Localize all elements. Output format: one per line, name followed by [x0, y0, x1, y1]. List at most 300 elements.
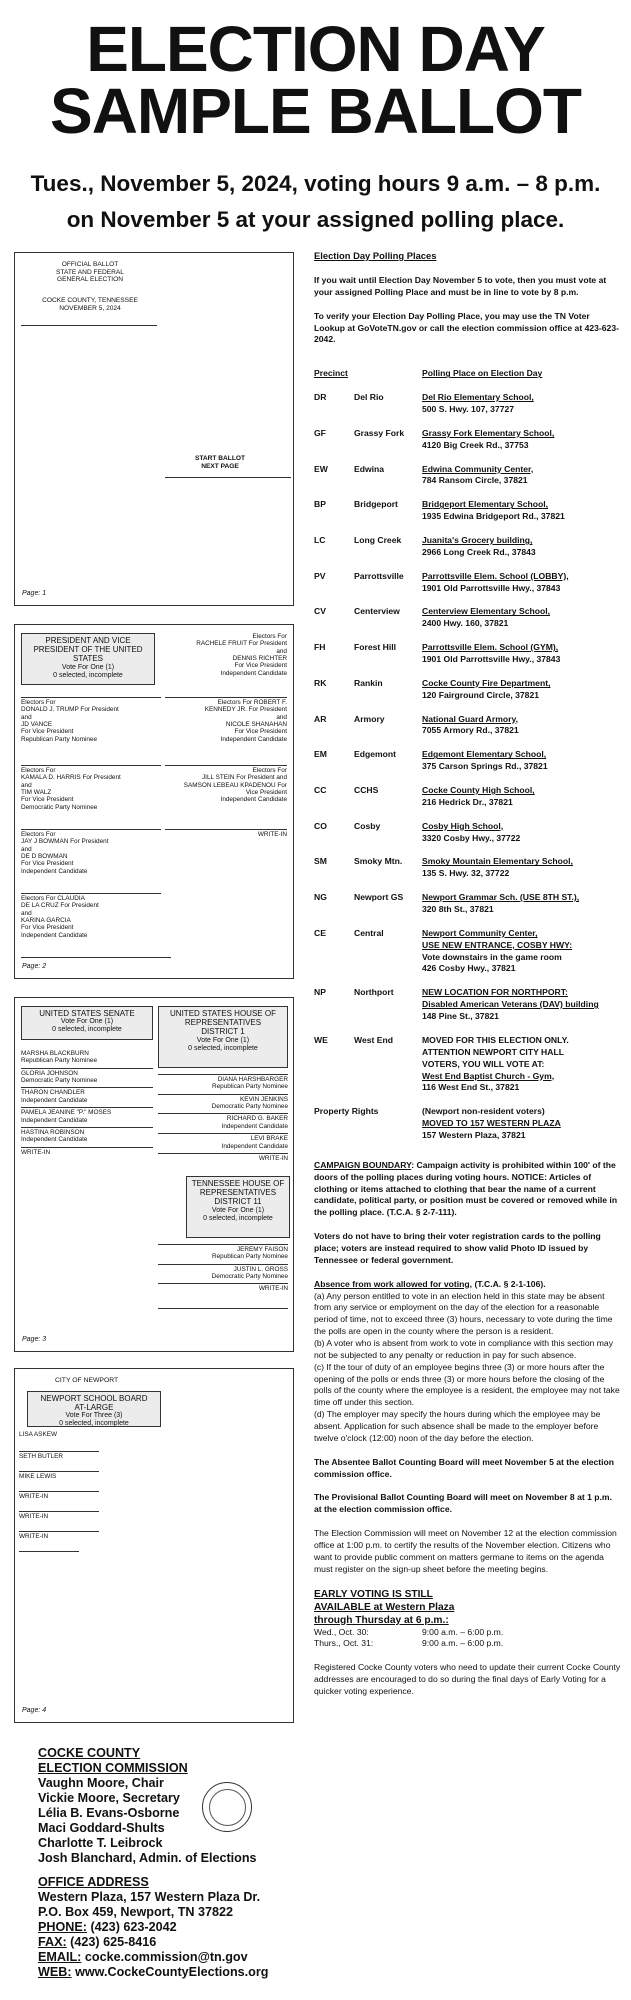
county-line: COCKE COUNTY, TENNESSEE — [42, 297, 138, 304]
senate-candidates — [21, 1050, 153, 1156]
divider — [19, 1471, 99, 1472]
divider — [21, 1107, 153, 1108]
county-seal-icon — [202, 1782, 252, 1832]
divider — [21, 1147, 153, 1148]
write-in-tn-house[interactable] — [158, 1283, 288, 1292]
cand-line: Electors For — [252, 633, 287, 640]
cand-line: SAMSON LEBEAU KPADENOU For — [183, 781, 287, 789]
place-address: 1901 Old Parrottsville Hwy., 37843 — [422, 582, 561, 593]
race-title: UNITED STATES SENATE — [39, 1009, 135, 1018]
place-address: 216 Hedrick Dr., 37821 — [422, 796, 513, 807]
cand-party: Independent Candidate — [21, 1116, 88, 1124]
divider — [165, 829, 287, 830]
cand-party: Democratic Party Nominee — [211, 1273, 288, 1281]
divider — [21, 325, 157, 326]
place-address: 7055 Armory Rd., 37821 — [422, 725, 519, 736]
fax-row — [38, 1935, 308, 1950]
precinct-row — [314, 892, 621, 916]
place-name: Juanita's Grocery building, — [422, 535, 533, 545]
vote-for: Vote For One (1) — [211, 1206, 265, 1214]
email-link[interactable]: cocke.commission@tn.gov — [81, 1950, 248, 1964]
precinct-row-pr — [314, 1106, 621, 1142]
cand-name: THARON CHANDLER — [21, 1089, 85, 1097]
cand-line: KARINA GARCIA — [21, 917, 71, 925]
cand-party: Independent Candidate — [21, 1096, 88, 1104]
candidate-harris[interactable] — [21, 765, 161, 811]
commission-heading: COCKE COUNTY — [38, 1746, 141, 1760]
divider — [21, 1087, 153, 1088]
web-label: WEB: — [38, 1965, 72, 1979]
place-name: Cosby High School, — [422, 820, 504, 831]
cand-name: MIKE LEWIS — [19, 1473, 57, 1480]
place-address: 500 S. Hwy. 107, 37727 — [422, 403, 515, 414]
cand-line: KENNEDY JR. For President — [204, 706, 287, 714]
page-number: Page: 2 — [22, 962, 47, 970]
place-note: Vote downstairs in the game room — [422, 951, 562, 962]
race-title: NEWPORT SCHOOL BOARD — [40, 1394, 148, 1403]
divider — [21, 697, 161, 698]
cand-line: Electors For CLAUDIA — [21, 895, 85, 902]
start-line: NEXT PAGE — [201, 462, 239, 470]
precinct-row-ce — [314, 928, 621, 975]
vote-for: Vote For Three (3) — [65, 1412, 123, 1420]
absence-tca: (T.C.A. § 2-1-106). — [472, 1278, 546, 1289]
race-title: AT-LARGE — [74, 1403, 114, 1413]
subtitle-line-2: on November 5 at your assigned polling place. — [66, 207, 565, 232]
race-title: REPRESENTATIVES — [184, 1018, 262, 1028]
place-address: 116 West End St., 37821 — [422, 1082, 520, 1093]
race-status: 0 selected, incomplete — [188, 1044, 258, 1052]
precinct-name: West End — [354, 1034, 393, 1045]
precinct-row — [314, 535, 621, 559]
candidate-baker[interactable] — [158, 1113, 288, 1130]
cand-name: DIANA HARSHBARGER — [217, 1076, 288, 1083]
place-name: National Guard Armory, — [422, 713, 518, 724]
place-address: 148 Pine St., 37821 — [422, 1011, 499, 1022]
place-note: MOVED TO 157 WESTERN PLAZA — [422, 1118, 561, 1129]
member: Maci Goddard-Shults — [38, 1821, 165, 1835]
meeting-notice: The Election Commission will meet on November 12 at the election commission office at 1:00 p.m. to certify the results of the November election. Citizens who want to provide public comment on matters germane to items on the agenda must register on the sign-up sheet before the meeting begins. — [314, 1528, 617, 1574]
early-head-line: EARLY VOTING IS STILL — [314, 1588, 433, 1600]
absence-d: (d) The employer may specify the hours during which the employee may be absent. Application for such absence shall be made to the employer before twelve o'clock (12:00) noon of the day before the election. — [314, 1409, 601, 1443]
race-title: REPRESENTATIVES — [199, 1188, 277, 1198]
divider — [158, 1074, 288, 1075]
cand-party: Democratic Party Nominee — [21, 1077, 98, 1085]
precinct-name: Newport GS — [354, 892, 404, 903]
cand-line: Republican Party Nominee — [21, 735, 98, 743]
verify-text: To verify your Election Day Polling Place, you may use the TN Voter Lookup at GoVoteTN.gov or call the election commission office at 423-623-2042. — [314, 310, 619, 345]
race-us-senate — [21, 1006, 153, 1040]
precinct-name: Long Creek — [354, 535, 402, 545]
cand-name: PAMELA JEANINE "P." MOSES — [21, 1109, 112, 1117]
precinct-name: Edwina — [354, 463, 385, 474]
divider — [158, 1094, 288, 1095]
candidate-brake[interactable] — [158, 1133, 288, 1150]
precinct-row — [314, 499, 621, 523]
divider — [19, 1491, 99, 1492]
place-address: 2966 Long Creek Rd., 37843 — [422, 546, 536, 557]
divider — [21, 765, 161, 766]
absence-label: Absence from work allowed for voting, — [314, 1278, 473, 1289]
precinct-name: Cosby — [354, 820, 381, 831]
intro-text: If you wait until Election Day November 5 to vote, then you must vote at your assigned Polling Place and must be in line to vote by 8 p.m. — [314, 274, 607, 297]
email-row — [38, 1950, 308, 1965]
early-day: Wed., Oct. 30: — [314, 1626, 369, 1637]
precinct-name: Central — [354, 927, 384, 938]
cand-line: TIM WALZ — [21, 789, 52, 797]
absence-b: (b) A voter who is absent from work to vote in compliance with this section may not be subjected to any penalty or reduction in pay for such absence. — [314, 1337, 613, 1360]
registered-notice: Registered Cocke County voters who need to update their current Cocke County addresses are encouraged to do so during the final days of Early Voting for a quicker voting experience. — [314, 1662, 621, 1697]
precinct-name: Northport — [354, 987, 394, 998]
ballot-page-1 — [14, 252, 294, 606]
cand-line: JILL STEIN For President and — [201, 774, 287, 782]
precinct-row — [314, 571, 621, 595]
precinct-code: NP — [314, 987, 326, 998]
member: Vaughn Moore, Chair — [38, 1776, 164, 1790]
candidate-stein[interactable] — [165, 765, 287, 804]
precinct-code: FH — [314, 642, 326, 653]
divider — [21, 957, 171, 958]
cand-line: KAMALA D. HARRIS For President — [21, 774, 121, 782]
write-in-president[interactable] — [165, 829, 287, 838]
divider — [19, 1511, 99, 1512]
office-heading: OFFICE ADDRESS — [38, 1875, 149, 1889]
member: Charlotte T. Leibrock — [38, 1836, 163, 1850]
early-hours: 9:00 a.m. – 6:00 p.m. — [422, 1638, 504, 1649]
member: Vickie Moore, Secretary — [38, 1791, 180, 1805]
place-name: Disabled American Veterans (DAV) building — [422, 999, 599, 1010]
divider — [19, 1531, 99, 1532]
cand-line: Independent Candidate — [21, 867, 88, 875]
phone-row — [38, 1920, 308, 1935]
precinct-list — [314, 392, 621, 916]
cand-line: Electors For — [21, 699, 56, 706]
write-in-label: WRITE-IN — [19, 1513, 49, 1520]
candidate-moses[interactable] — [21, 1107, 153, 1124]
cand-party: Independent Candidate — [221, 1142, 288, 1150]
precinct-name: Edgemont — [354, 749, 397, 760]
candidate-jenkins[interactable] — [158, 1094, 288, 1111]
cand-line: DENNIS RICHTER — [232, 655, 287, 663]
cand-line: JAY J BOWMAN For President — [21, 838, 109, 846]
polling-heading: Election Day Polling Places — [314, 250, 437, 261]
subtitle-line-1: Tues., November 5, 2024, voting hours 9 a.m. – 8 p.m. — [30, 171, 601, 196]
vote-for: Vote For One (1) — [196, 1036, 250, 1044]
precinct-row-we — [314, 1035, 621, 1094]
school-candidates — [19, 1431, 99, 1552]
write-in-house[interactable] — [158, 1153, 288, 1162]
office-line: P.O. Box 459, Newport, TN 37822 — [38, 1905, 234, 1919]
place-note: VOTERS, YOU WILL VOTE AT: — [422, 1058, 545, 1069]
fax-value: (423) 625-8416 — [66, 1935, 157, 1949]
page-number: Page: 4 — [22, 1706, 47, 1714]
precinct-row — [314, 392, 621, 416]
absence-a: (a) Any person entitled to vote in an election held in this state may be absent from any service or employment on the day of the election for a reasonable period of time, not to exceed three (3) hours, necessary to vote during the time the polls are open in the county where the person is a resident. — [314, 1290, 613, 1337]
cand-name: JUSTIN L. GROSS — [233, 1265, 288, 1273]
cand-line: Independent Candidate — [220, 735, 287, 743]
place-name: Grassy Fork Elementary School, — [422, 427, 555, 438]
precinct-code: RK — [314, 677, 327, 688]
early-row-1 — [314, 1627, 621, 1639]
page-number: Page: 3 — [22, 1335, 47, 1343]
divider — [158, 1133, 288, 1134]
place-name: Newport Community Center, — [422, 927, 538, 938]
vote-for: Vote For One (1) — [60, 1018, 114, 1026]
member: Lélia B. Evans-Osborne — [38, 1806, 180, 1820]
phone-value: (423) 623-2042 — [86, 1920, 177, 1934]
divider — [158, 1264, 288, 1265]
write-in-3[interactable] — [19, 1531, 99, 1551]
place-address: 1901 Old Parrottsville Hwy., 37843 — [422, 654, 561, 665]
cand-line: Electors For — [252, 767, 287, 774]
precinct-code: DR — [314, 392, 327, 403]
candidate-bowman[interactable] — [21, 829, 161, 875]
precinct-name: Rankin — [354, 677, 383, 688]
cand-line: and — [276, 713, 287, 721]
cand-name: GLORIA JOHNSON — [21, 1069, 78, 1077]
early-head-line: through Thursday at 6 p.m.: — [314, 1614, 449, 1626]
page-title — [0, 13, 631, 147]
cand-name: SETH BUTLER — [19, 1453, 64, 1460]
precinct-row — [314, 606, 621, 630]
start-ballot-note — [165, 455, 275, 470]
candidate-askew[interactable] — [19, 1431, 99, 1451]
official-ballot-header — [15, 261, 165, 284]
provisional-notice: The Provisional Ballot Counting Board will meet on November 8 at 1 p.m. at the election commission office. — [314, 1492, 612, 1515]
cand-line: and — [21, 713, 32, 721]
candidate-fruit[interactable] — [165, 633, 287, 677]
precinct-name: Centerview — [354, 606, 400, 617]
campaign-boundary — [314, 1160, 621, 1219]
place-note: MOVED FOR THIS ELECTION ONLY. — [422, 1034, 569, 1045]
place-name: Cocke County Fire Department, — [422, 677, 551, 688]
precinct-name: Forest Hill — [354, 642, 397, 653]
precinct-name: Smoky Mtn. — [354, 856, 403, 867]
cand-name: HASTINA ROBINSON — [21, 1128, 85, 1136]
divider — [21, 1127, 153, 1128]
title-line-1: ELECTION DAY — [86, 13, 545, 85]
cand-name: LEVI BRAKE — [250, 1135, 288, 1143]
precinct-name: Parrottsville — [354, 570, 404, 581]
write-in-senate[interactable] — [21, 1147, 153, 1156]
divider — [158, 1153, 288, 1154]
precinct-code: EW — [314, 463, 328, 474]
precinct-code: WE — [314, 1034, 328, 1045]
cand-line: For Vice President — [21, 796, 74, 804]
precinct-code: CE — [314, 927, 326, 938]
col-precinct: Precinct — [314, 368, 348, 379]
race-status: 0 selected, incomplete — [53, 671, 123, 679]
early-hours: 9:00 a.m. – 6:00 p.m. — [422, 1626, 504, 1637]
web-row — [38, 1965, 308, 1980]
place-name: West End Baptist Church - Gym, — [422, 1070, 555, 1081]
candidate-chandler[interactable] — [21, 1087, 153, 1104]
early-voting-heading — [314, 1588, 621, 1627]
race-us-house — [158, 1006, 288, 1068]
place-note: NEW LOCATION FOR NORTHPORT: — [422, 987, 568, 998]
precinct-row — [314, 821, 621, 845]
precinct-header-row — [314, 368, 621, 380]
cand-line: For Vice President — [21, 860, 74, 868]
place-name: Edwina Community Center, — [422, 463, 534, 474]
race-status: 0 selected, incomplete — [52, 1026, 122, 1034]
place-note: ATTENTION NEWPORT CITY HALL — [422, 1046, 564, 1057]
divider — [165, 765, 287, 766]
polling-info-column — [314, 250, 621, 1698]
place-name: Cocke County High School, — [422, 785, 535, 796]
commission-block — [38, 1746, 308, 1980]
cand-line: JD VANCE — [21, 721, 53, 729]
vote-for: Vote For One (1) — [61, 663, 115, 671]
place-note: (Newport non-resident voters) — [422, 1106, 545, 1117]
cand-line: Electors For — [21, 831, 56, 838]
page-subtitle — [0, 166, 631, 238]
candidate-robinson[interactable] — [21, 1127, 153, 1144]
place-address: 1935 Edwina Bridgeport Rd., 37821 — [422, 511, 565, 522]
candidate-faison[interactable] — [158, 1244, 288, 1261]
candidate-kennedy[interactable] — [165, 697, 287, 743]
precinct-code: NG — [314, 892, 327, 903]
header-line: OFFICIAL BALLOT — [61, 261, 119, 268]
race-title: DISTRICT 11 — [214, 1197, 262, 1207]
early-day: Thurs., Oct. 31: — [314, 1638, 374, 1649]
precinct-code: PV — [314, 570, 326, 581]
cand-name: LISA ASKEW — [19, 1431, 58, 1438]
precinct-row — [314, 642, 621, 666]
divider — [21, 893, 161, 894]
place-address: 120 Fairground Circle, 37821 — [422, 689, 540, 700]
precinct-code: GF — [314, 427, 326, 438]
place-name: Parrottsville Elem. School (LOBBY), — [422, 570, 569, 581]
cand-line: Electors For ROBERT F. — [217, 699, 287, 706]
cand-line: and — [21, 845, 32, 853]
header-line: GENERAL ELECTION — [56, 276, 124, 284]
header-line: STATE AND FEDERAL — [56, 268, 124, 276]
start-line: START BALLOT — [194, 455, 246, 462]
place-address: 157 Western Plaza, 37821 — [422, 1129, 526, 1140]
divider — [165, 697, 287, 698]
cand-line: For Vice President — [21, 924, 74, 932]
page-number: Page: 1 — [22, 589, 47, 597]
cand-line: Vice President — [245, 789, 287, 797]
cand-line: For Vice President — [234, 728, 287, 736]
place-name: Parrottsville Elem. School (GYM), — [422, 642, 559, 653]
write-in-label: WRITE-IN — [257, 831, 287, 838]
id-notice: Voters do not have to bring their voter registration cards to the polling place; voters are instead required to show valid Photo ID issued by Tennessee or federal government. — [314, 1231, 601, 1265]
precinct-code: SM — [314, 856, 327, 867]
candidate-trump[interactable] — [21, 697, 161, 743]
col-place: Polling Place on Election Day — [422, 368, 543, 379]
absence-c: (c) If the tour of duty of an employee begins three (3) or more hours after the opening of the polls or ends three (3) or more hours before the closing of the polls of the county where the employee is a resident, the employee may not take time off under this section. — [314, 1361, 620, 1408]
precinct-code: AR — [314, 713, 327, 724]
precinct-code: CV — [314, 606, 326, 617]
place-name: Newport Grammar Sch. (USE 8TH ST.), — [422, 892, 580, 903]
divider — [165, 477, 291, 478]
tn-house-candidates — [158, 1244, 288, 1293]
fax-label: FAX: — [38, 1935, 67, 1949]
candidate-johnson[interactable] — [21, 1068, 153, 1085]
precinct-code: EM — [314, 749, 327, 760]
cand-line: NICOLE SHANAHAN — [225, 721, 287, 729]
cand-name: KEVIN JENKINS — [240, 1095, 288, 1103]
commission-heading: ELECTION COMMISSION — [38, 1761, 188, 1775]
title-line-2: SAMPLE BALLOT — [50, 75, 581, 147]
cand-party: Independent Candidate — [221, 1122, 288, 1130]
race-title: PRESIDENT OF THE UNITED — [33, 645, 143, 655]
absence-heading — [314, 1279, 621, 1291]
precinct-row-np — [314, 987, 621, 1023]
divider — [21, 829, 161, 830]
place-address: 784 Ransom Circle, 37821 — [422, 475, 528, 486]
precinct-code: LC — [314, 535, 326, 545]
precinct-name: Del Rio — [354, 392, 384, 403]
precinct-code: BP — [314, 499, 326, 510]
write-in-label: WRITE-IN — [19, 1533, 49, 1540]
cand-line: DONALD J. TRUMP For President — [21, 706, 119, 714]
race-tn-house — [186, 1176, 290, 1238]
write-in-1[interactable] — [19, 1491, 99, 1511]
divider — [158, 1113, 288, 1114]
place-name: Smoky Mountain Elementary School, — [422, 856, 573, 867]
place-address: 3320 Cosby Hwy., 37722 — [422, 832, 521, 843]
cand-line: Independent Candidate — [220, 669, 287, 677]
place-address: 2400 Hwy. 160, 37821 — [422, 618, 509, 629]
absentee-notice: The Absentee Ballot Counting Board will meet November 5 at the election commission office. — [314, 1456, 615, 1479]
email-label: EMAIL: — [38, 1950, 82, 1964]
divider — [158, 1283, 288, 1284]
cand-name: MARSHA BLACKBURN — [21, 1050, 89, 1057]
candidate-butler[interactable] — [19, 1451, 99, 1471]
candidate-blackburn[interactable] — [21, 1050, 153, 1065]
write-in-2[interactable] — [19, 1511, 99, 1531]
cand-line: Democratic Party Nominee — [21, 803, 98, 811]
member: Josh Blanchard, Admin. of Elections — [38, 1851, 257, 1865]
divider — [19, 1451, 99, 1452]
precinct-row — [314, 678, 621, 702]
precinct-name: CCHS — [354, 785, 379, 796]
ballot-page-4 — [14, 1368, 294, 1723]
candidate-gross[interactable] — [158, 1264, 288, 1281]
write-in-label: WRITE-IN — [258, 1154, 288, 1162]
cand-line: DE D BOWMAN — [21, 853, 68, 861]
cand-line: RACHELE FRUIT For President — [196, 640, 287, 648]
divider — [158, 1244, 288, 1245]
cand-party: Independent Candidate — [21, 1136, 88, 1144]
city-label: CITY OF NEWPORT — [55, 1377, 119, 1384]
write-in-label: WRITE-IN — [21, 1148, 51, 1156]
precinct-name: Bridgeport — [354, 499, 398, 510]
cand-party: Republican Party Nominee — [211, 1253, 288, 1261]
race-title: UNITED STATES HOUSE OF — [170, 1009, 276, 1018]
early-row-2 — [314, 1638, 621, 1650]
ballot-page-2 — [14, 624, 294, 979]
cand-line: Electors For — [21, 767, 56, 774]
cand-line: Independent Candidate — [220, 796, 287, 804]
candidate-harshbarger[interactable] — [158, 1074, 288, 1091]
web-link[interactable]: www.CockeCountyElections.org — [71, 1965, 269, 1979]
write-in-label: WRITE-IN — [19, 1493, 49, 1500]
precinct-row — [314, 785, 621, 809]
precinct-row — [314, 749, 621, 773]
divider — [19, 1551, 79, 1552]
precinct-code: CO — [314, 820, 327, 831]
race-status: 0 selected, incomplete — [203, 1214, 273, 1222]
cand-line: Independent Candidate — [21, 931, 88, 939]
place-name: Del Rio Elementary School, — [422, 392, 534, 403]
candidate-de-la-cruz[interactable] — [21, 893, 161, 939]
cand-line: and — [21, 909, 32, 917]
candidate-lewis[interactable] — [19, 1471, 99, 1491]
